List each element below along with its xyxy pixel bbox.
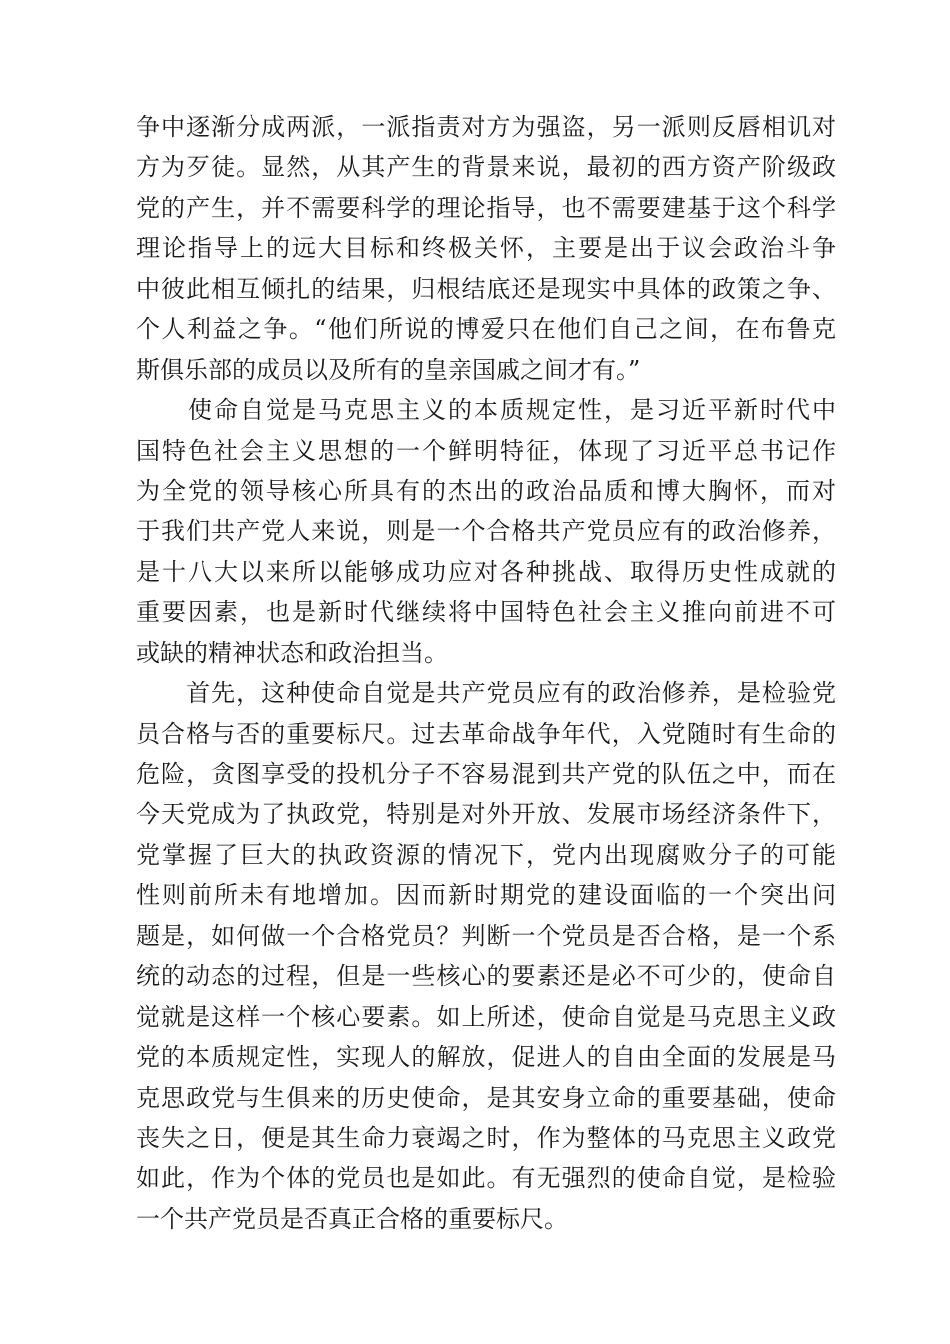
text-line: 个人利益之争。“他们所说的博爱只在他们自己之间，在布鲁克 xyxy=(136,315,836,344)
text-line: 危险，贪图享受的投机分子不容易混到共产党的队伍之中，而在 xyxy=(136,760,836,788)
text-line: 克思政党与生俱来的历史使命，是其安身立命的重要基础，使命 xyxy=(136,1083,836,1112)
text-line: 重要因素，也是新时代继续将中国特色社会主义推向前进不可 xyxy=(136,598,836,627)
text-line: 为全党的领导核心所具有的杰出的政治品质和博大胸怀，而对 xyxy=(136,476,836,505)
text-line: 觉就是这样一个核心要素。如上所述，使命自觉是马克思主义政 xyxy=(136,1002,836,1031)
text-line: 国特色社会主义思想的一个鲜明特征，体现了习近平总书记作 xyxy=(136,436,836,465)
text-line: 如此，作为个体的党员也是如此。有无强烈的使命自觉，是检验 xyxy=(136,1164,836,1193)
text-line: 是十八大以来所以能够成功应对各种挑战、取得历史性成就的 xyxy=(136,557,836,586)
text-line: 斯俱乐部的成员以及所有的皇亲国戚之间才有。” xyxy=(136,355,641,384)
text-line: 中彼此相互倾扎的结果，归根结底还是现实中具体的政策之争、 xyxy=(136,274,836,303)
text-line: 统的动态的过程，但是一些核心的要素还是必不可少的，使命自 xyxy=(136,962,836,991)
text-line: 使命自觉是马克思主义的本质规定性，是习近平新时代中 xyxy=(136,396,836,425)
body-text xyxy=(136,107,836,1239)
text-line: 题是，如何做一个合格党员？判断一个党员是否合格，是一个系 xyxy=(136,921,836,950)
text-line: 于我们共产党人来说，则是一个合格共产党员应有的政治修养， xyxy=(136,517,836,546)
text-line: 一个共产党员是否真正合格的重要标尺。 xyxy=(136,1204,568,1233)
text-line: 性则前所未有地增加。因而新时期党的建设面临的一个突出问 xyxy=(136,881,836,910)
text-line: 党的本质规定性，实现人的解放，促进人的自由全面的发展是马 xyxy=(136,1043,836,1072)
text-line: 丧失之日，便是其生命力衰竭之时，作为整体的马克思主义政党 xyxy=(136,1123,836,1152)
text-line: 今天党成为了执政党，特别是对外开放、发展市场经济条件下， xyxy=(136,800,836,829)
text-line: 或缺的精神状态和政治担当。 xyxy=(136,638,448,667)
text-line: 争中逐渐分成两派，一派指责对方为强盗，另一派则反唇相讥对 xyxy=(136,113,836,141)
text-line: 首先，这种使命自觉是共产党员应有的政治修养，是检验党 xyxy=(136,679,836,708)
text-line: 理论指导上的远大目标和终极关怀，主要是出于议会政治斗争 xyxy=(136,234,836,263)
text-line: 员合格与否的重要标尺。过去革命战争年代，入党随时有生命的 xyxy=(136,719,836,748)
text-line: 党的产生，并不需要科学的理论指导，也不需要建基于这个科学 xyxy=(136,193,836,222)
text-line: 党掌握了巨大的执政资源的情况下，党内出现腐败分子的可能 xyxy=(136,840,836,869)
text-line: 方为歹徒。显然，从其产生的背景来说，最初的西方资产阶级政 xyxy=(136,153,836,182)
